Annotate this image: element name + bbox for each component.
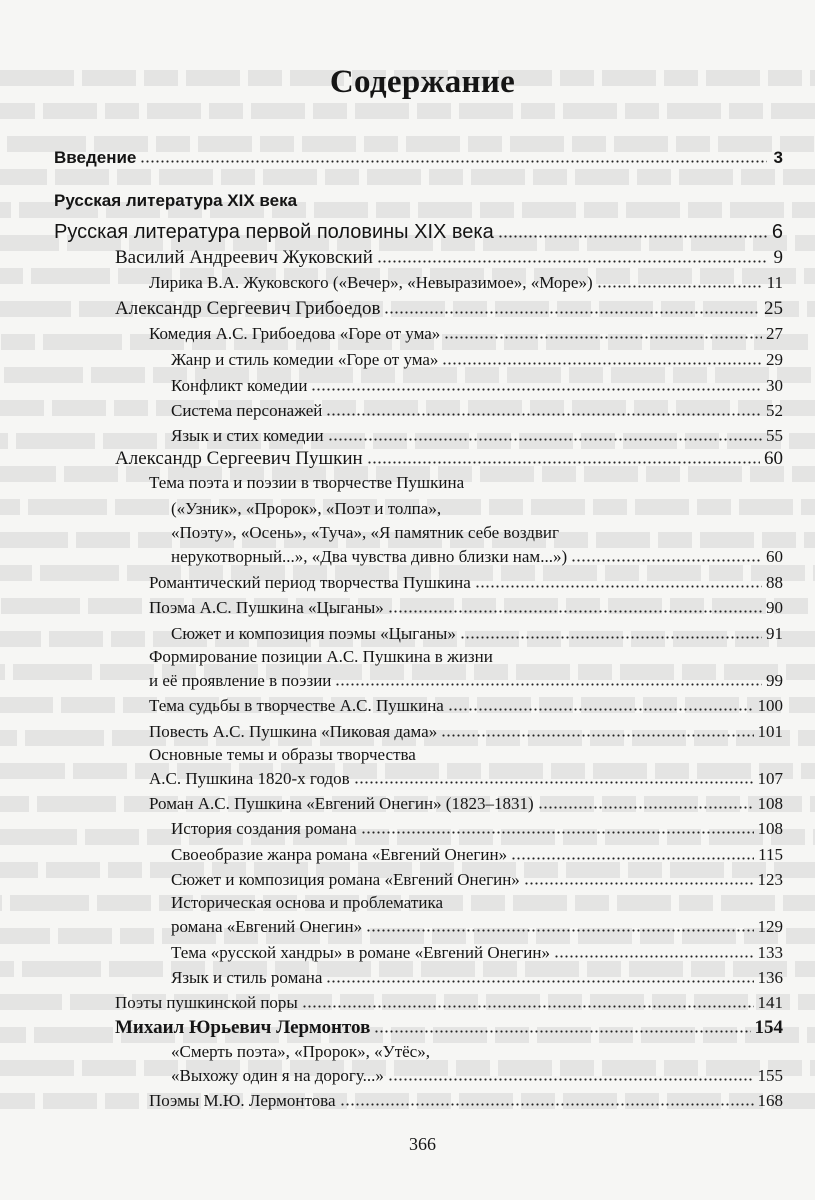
toc-entry-continuation (171, 521, 783, 545)
dot-leader (460, 633, 762, 640)
toc-entry-eugene-onegin[interactable] (149, 792, 783, 816)
dot-leader (326, 977, 753, 984)
dot-leader (524, 879, 754, 886)
toc-entry-page: 3 (773, 148, 783, 167)
toc-entry-page: 115 (758, 845, 783, 864)
toc-entry-page: 99 (766, 671, 783, 690)
dot-leader (498, 232, 767, 239)
toc-entry-pushkin-era-poets[interactable] (115, 991, 783, 1015)
toc-entry-label: «Выхожу один я на дорогу...» (171, 1066, 384, 1085)
dot-leader (140, 157, 767, 164)
dot-leader (388, 607, 762, 614)
toc-entry-label: Конфликт комедии (171, 376, 308, 395)
toc-entry-romantic-period[interactable] (149, 571, 783, 595)
toc-entry-label: Историческая основа и проблематика (171, 893, 443, 912)
toc-entry-label: Комедия А.С. Грибоедова «Горе от ума» (149, 324, 441, 343)
toc-entry-label: Язык и стих комедии (171, 426, 324, 445)
toc-entry-page: 60 (764, 448, 783, 469)
toc-entry-page: 108 (757, 794, 783, 813)
toc-entry-label: Тема «русской хандры» в романе «Евгений Онегин» (171, 943, 550, 962)
dot-leader (377, 257, 767, 264)
toc-entry-page: 168 (757, 1091, 783, 1110)
toc-entry-label: Александр Сергеевич Пушкин (115, 448, 363, 469)
toc-entry-russian-spleen[interactable] (171, 941, 783, 965)
toc-entry-page: 27 (766, 324, 783, 343)
toc-entry-label: и её проявление в поэзии (149, 671, 332, 690)
page-title: Содержание (329, 64, 516, 100)
toc-entry-page: 155 (757, 1066, 783, 1085)
toc-entry-label: Александр Сергеевич Грибоедов (115, 298, 381, 319)
toc-entry-pushkin-position[interactable] (149, 669, 783, 693)
toc-entry-lermontov-poems[interactable] (149, 1089, 783, 1113)
toc-entry-label: Введение (54, 148, 137, 167)
toc-entry-label: Тема поэта и поэзии в творчестве Пушкина (149, 473, 465, 492)
dot-leader (511, 854, 754, 861)
toc-entry-page: 25 (764, 298, 783, 319)
dot-leader (571, 556, 762, 563)
toc-entry-historical-basis-heading[interactable] (171, 891, 783, 915)
toc-entry-character-system[interactable] (171, 399, 783, 423)
toc-entry-death-of-poet[interactable] (171, 1064, 783, 1088)
toc-entry-label: Михаил Юрьевич Лермонтов (115, 1017, 371, 1038)
toc-entry-griboedov[interactable] (115, 297, 783, 321)
toc-entry-page: 123 (757, 870, 783, 889)
toc-entry-page: 101 (757, 722, 783, 741)
toc-entry-novel-genre[interactable] (171, 843, 783, 867)
dot-leader (302, 1002, 754, 1009)
toc-entry-label: Сюжет и композиция романа «Евгений Онегин» (171, 870, 520, 889)
toc-entry-main-themes-heading[interactable] (149, 743, 783, 767)
toc-entry-language-verse[interactable] (171, 424, 783, 448)
toc-entry-page: 30 (766, 376, 783, 395)
dot-leader (328, 435, 762, 442)
toc-entry-page: 108 (757, 819, 783, 838)
dot-leader (374, 1027, 750, 1034)
toc-entry-page: 100 (757, 696, 783, 715)
dot-leader (475, 582, 762, 589)
toc-entry-gypsies-plot[interactable] (171, 622, 783, 646)
toc-entry-genre-style-comedy[interactable] (171, 348, 783, 372)
dot-leader (326, 410, 762, 417)
toc-entry-poet-and-poetry[interactable] (171, 545, 783, 569)
toc-entry-novel-language[interactable] (171, 966, 783, 990)
toc-entry-label: «Смерть поэта», «Пророк», «Утёс», (171, 1042, 430, 1061)
toc-entry-label: нерукотворный...», «Два чувства дивно близки нам...») (171, 547, 568, 566)
toc-entry-label: Своеобразие жанра романа «Евгений Онегин» (171, 845, 508, 864)
toc-section-heading-xix-century[interactable] (54, 189, 783, 213)
page-number: 366 (409, 1134, 436, 1154)
toc-entry-page: 90 (766, 598, 783, 617)
toc-entry-first-half-xix-century[interactable] (54, 219, 783, 245)
dot-leader (444, 333, 762, 340)
toc-entry-label: А.С. Пушкина 1820-х годов (149, 769, 350, 788)
dot-leader (361, 828, 754, 835)
toc-entry-page: 88 (766, 573, 783, 592)
toc-entry-label: Роман А.С. Пушкина «Евгений Онегин» (1823–1831) (149, 794, 534, 813)
toc-entry-novel-history[interactable] (171, 817, 783, 841)
toc-entry-page: 154 (754, 1017, 783, 1038)
toc-entry-page: 60 (766, 547, 783, 566)
toc-entry-page: 129 (757, 917, 783, 936)
toc-entry-label: Тема судьбы в творчестве А.С. Пушкина (149, 696, 444, 715)
dot-leader (340, 1100, 754, 1107)
toc-entry-label: Русская литература XIX века (54, 191, 298, 210)
toc-entry-label: Лирика В.А. Жуковского («Вечер», «Невыразимое», «Море») (149, 273, 593, 292)
toc-entry-label: Основные темы и образы творчества (149, 745, 416, 764)
toc-entry-text: «Поэту», «Осень», «Туча», «Я памятник себе воздвиг (171, 523, 559, 542)
dot-leader (448, 705, 754, 712)
toc-entry-fate-theme[interactable] (149, 694, 783, 718)
toc-entry-page: 136 (757, 968, 783, 987)
dot-leader (366, 926, 753, 933)
toc-entry-label: Жанр и стиль комедии «Горе от ума» (171, 350, 439, 369)
dot-leader (441, 731, 753, 738)
toc-entry-label: Формирование позиции А.С. Пушкина в жизни (149, 647, 493, 666)
dot-leader (388, 1075, 754, 1082)
dot-leader (384, 308, 760, 315)
toc-entry-page: 29 (766, 350, 783, 369)
toc-entry-page: 141 (757, 993, 783, 1012)
dot-leader (367, 458, 760, 465)
toc-entry-label: Язык и стиль романа (171, 968, 323, 987)
toc-entry-label: Василий Андреевич Жуковский (115, 247, 373, 268)
dot-leader (554, 952, 754, 959)
toc-entry-page: 107 (757, 769, 783, 788)
toc-entry-page: 55 (766, 426, 783, 445)
toc-entry-label: История создания романа (171, 819, 357, 838)
toc-entry-label: Русская литература первой половины XIX века (54, 221, 494, 243)
toc-entry-page: 9 (773, 247, 783, 268)
toc-entry-historical-basis[interactable] (171, 915, 783, 939)
toc-entry-pushkin-position-heading[interactable] (149, 645, 783, 669)
toc-entry-death-of-poet-heading[interactable] (171, 1040, 783, 1064)
toc-entry-main-themes[interactable] (149, 767, 783, 791)
toc-entry-label: Сюжет и композиция поэмы «Цыганы» (171, 624, 456, 643)
dot-leader (538, 803, 754, 810)
toc-entry-poet-and-poetry-heading[interactable] (149, 471, 783, 495)
toc-entry-woe-from-wit[interactable] (149, 322, 783, 346)
dot-leader (597, 282, 763, 289)
toc-entry-page: 6 (771, 221, 783, 243)
toc-entry-label: романа «Евгений Онегин» (171, 917, 363, 936)
toc-entry-page: 91 (766, 624, 783, 643)
toc-entry-zhukovsky[interactable] (115, 246, 783, 270)
dot-leader (442, 359, 762, 366)
dot-leader (335, 680, 762, 687)
toc-entry-zhukovsky-lyrics[interactable] (149, 271, 783, 295)
toc-entry-continuation (171, 497, 783, 521)
toc-entry-label: Повесть А.С. Пушкина «Пиковая дама» (149, 722, 438, 741)
toc-entry-label: Поэма А.С. Пушкина «Цыганы» (149, 598, 384, 617)
toc-entry-queen-of-spades[interactable] (149, 720, 783, 744)
toc-entry-page: 11 (766, 273, 783, 292)
toc-entry-introduction[interactable] (54, 146, 783, 170)
toc-entry-novel-plot[interactable] (171, 868, 783, 892)
toc-entry-comedy-conflict[interactable] (171, 374, 783, 398)
dot-leader (354, 778, 754, 785)
toc-entry-label: Поэты пушкинской поры (115, 993, 298, 1012)
toc-entry-label: Романтический период творчества Пушкина (149, 573, 471, 592)
toc-entry-label: Поэмы М.Ю. Лермонтова (149, 1091, 336, 1110)
toc-entry-text: («Узник», «Пророк», «Поэт и толпа», (171, 499, 442, 518)
toc-entry-gypsies-poem[interactable] (149, 596, 783, 620)
toc-entry-pushkin[interactable] (115, 447, 783, 471)
toc-entry-page: 133 (757, 943, 783, 962)
dot-leader (311, 385, 762, 392)
toc-entry-label: Система персонажей (171, 401, 323, 420)
toc-entry-page: 52 (766, 401, 783, 420)
toc-entry-lermontov[interactable] (115, 1016, 783, 1040)
